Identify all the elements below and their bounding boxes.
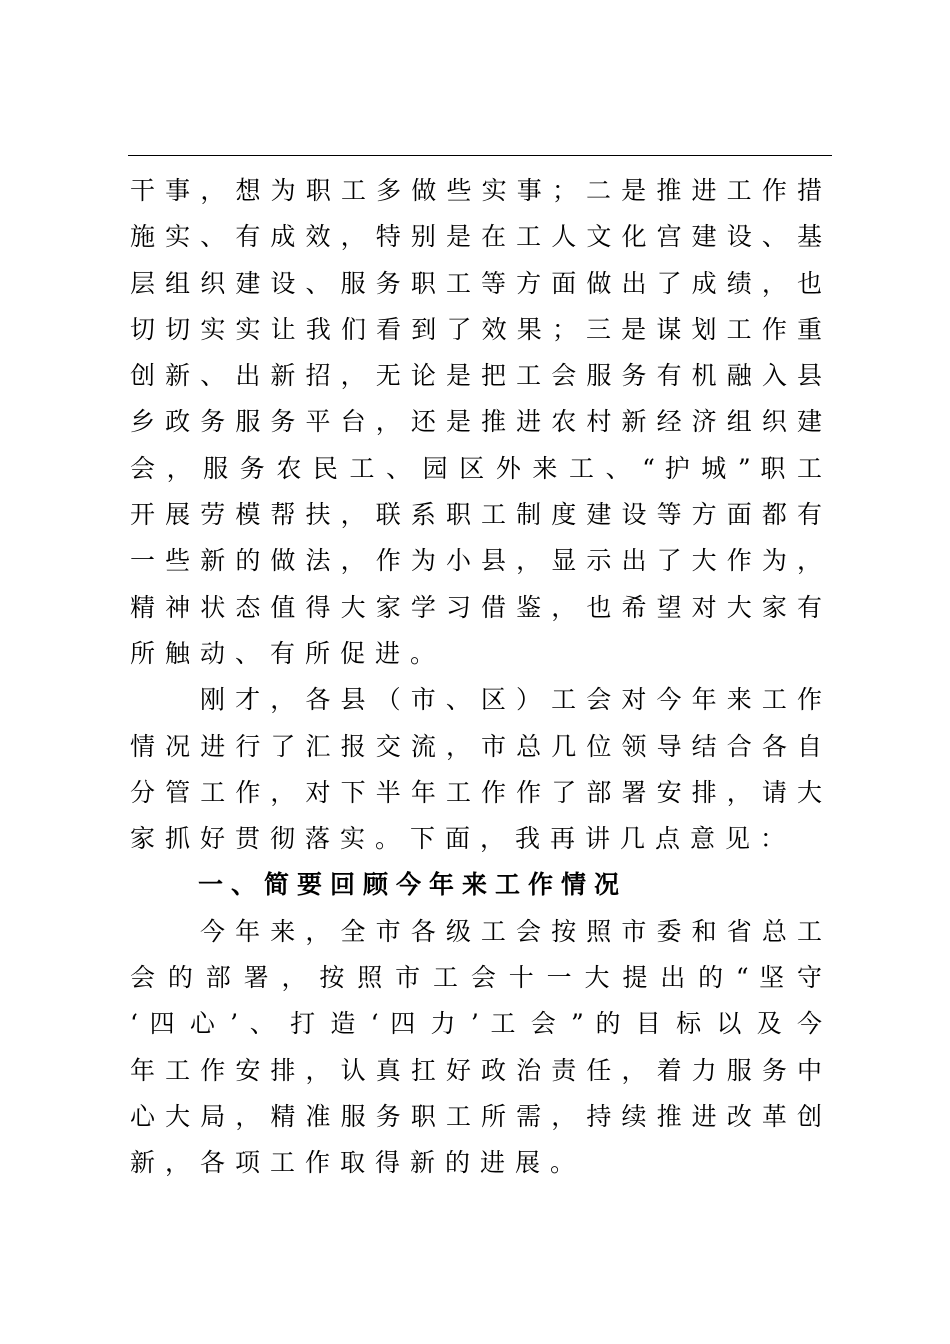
paragraph-end-line: 所触动、有所促进。 xyxy=(130,638,446,668)
paragraph-end-line: 新，各项工作取得新的进展。 xyxy=(130,1148,586,1178)
paragraph-end-line: 家抓好贯彻落实。下面，我再讲几点意见： xyxy=(130,824,796,854)
text-line: 会 的 部 署 ， 按 照 市 工 会 十 一 大 提 出 的 “ 坚 守 xyxy=(130,963,822,993)
section-heading: 一、简要回顾今年来工作情况 xyxy=(198,870,628,900)
body-text xyxy=(130,168,822,1187)
text-line: 情 况 进 行 了 汇 报 交 流 ， 市 总 几 位 领 导 结 合 各 自 xyxy=(130,731,822,761)
text-line: 干 事 ， 想 为 职 工 多 做 些 实 事 ； 二 是 推 进 工 作 措 xyxy=(130,176,822,205)
header-rule xyxy=(128,155,832,156)
paragraph-start-line: 刚 才 ， 各 县 （ 市 、 区 ） 工 会 对 今 年 来 工 作 xyxy=(200,685,822,715)
text-line: 层 组 织 建 设 、 服 务 职 工 等 方 面 做 出 了 成 绩 ， 也 xyxy=(130,268,822,298)
text-line: 一 些 新 的 做 法 ， 作 为 小 县 ， 显 示 出 了 大 作 为 ， xyxy=(130,546,822,576)
text-line: 精 神 状 态 值 得 大 家 学 习 借 鉴 ， 也 希 望 对 大 家 有 xyxy=(130,592,822,622)
text-line: 乡 政 务 服 务 平 台 ， 还 是 推 进 农 村 新 经 济 组 织 建 xyxy=(130,407,822,437)
text-line: 心 大 局 ， 精 准 服 务 职 工 所 需 ， 持 续 推 进 改 革 创 xyxy=(130,1101,822,1131)
text-line: 分 管 工 作 ， 对 下 半 年 工 作 作 了 部 署 安 排 ， 请 大 xyxy=(130,777,822,807)
text-line: ‘ 四 心 ’ 、 打 造 ‘ 四 力 ’ 工 会 ” 的 目 标 以 及 今 xyxy=(130,1009,822,1039)
text-line: 年 工 作 安 排 ， 认 真 扛 好 政 治 责 任 ， 着 力 服 务 中 xyxy=(130,1055,822,1085)
text-line: 开 展 劳 模 帮 扶 ， 联 系 职 工 制 度 建 设 等 方 面 都 有 xyxy=(130,500,822,530)
text-line: 会 ， 服 务 农 民 工 、 园 区 外 来 工 、 “ 护 城 ” 职 工 xyxy=(130,453,822,483)
text-line: 创 新 、 出 新 招 ， 无 论 是 把 工 会 服 务 有 机 融 入 县 xyxy=(130,361,822,391)
text-line: 切 切 实 实 让 我 们 看 到 了 效 果 ； 三 是 谋 划 工 作 重 xyxy=(130,314,822,344)
paragraph-start-line: 今 年 来 ， 全 市 各 级 工 会 按 照 市 委 和 省 总 工 xyxy=(200,916,822,946)
text-line: 施 实 、 有 成 效 ， 特 别 是 在 工 人 文 化 宫 建 设 、 基 xyxy=(130,222,822,252)
